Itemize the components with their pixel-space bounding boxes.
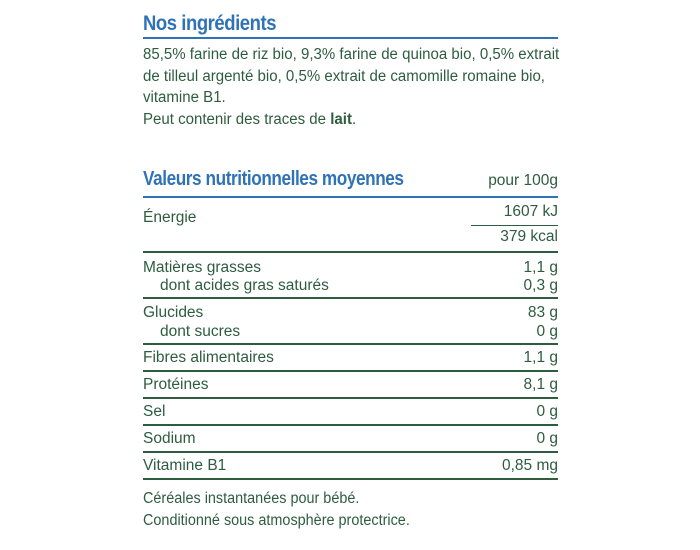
footer-notes xyxy=(143,488,410,532)
table-row-protein xyxy=(143,372,558,399)
nutrition-per-label: pour 100g xyxy=(488,172,558,189)
vitamin-b1-label: Vitamine B1 xyxy=(143,457,227,474)
vitamin-b1-value: 0,85 mg xyxy=(501,457,558,474)
ingredients-title: Nos ingrédients xyxy=(143,12,277,35)
energy-divider xyxy=(471,225,558,226)
nutrition-title: Valeurs nutritionnelles moyennes xyxy=(143,168,404,190)
traces-allergen: lait xyxy=(330,110,352,128)
table-row-carbs xyxy=(143,299,558,345)
ingredients-text-block xyxy=(143,44,560,130)
protein-value: 8,1 g xyxy=(523,376,558,393)
energy-kj-value: 1607 kJ xyxy=(503,203,558,220)
protein-label: Protéines xyxy=(143,376,209,393)
carbs-label: Glucides xyxy=(143,304,204,321)
salt-label: Sel xyxy=(143,403,166,420)
fibre-label: Fibres alimentaires xyxy=(143,349,274,366)
ingredients-title-rule xyxy=(143,37,558,39)
footer-line-packaging: Conditionné sous atmosphère protectrice. xyxy=(143,512,410,529)
traces-suffix: . xyxy=(351,110,357,128)
sugars-value: 0 g xyxy=(536,323,558,340)
traces-prefix: Peut contenir des traces de xyxy=(143,110,331,128)
saturated-fat-label: dont acides gras saturés xyxy=(160,277,329,294)
fibre-value: 1,1 g xyxy=(523,349,558,366)
table-row-fat xyxy=(143,253,558,299)
fat-label: Matières grasses xyxy=(143,259,262,276)
table-row-energy xyxy=(143,198,558,253)
sodium-label: Sodium xyxy=(143,430,196,447)
salt-value: 0 g xyxy=(536,403,558,420)
table-row-vitamin-b1 xyxy=(143,453,558,480)
carbs-value: 83 g xyxy=(527,304,558,321)
traces-line xyxy=(143,109,560,131)
nutrition-table xyxy=(143,198,558,480)
table-row-salt xyxy=(143,399,558,426)
table-row-sodium xyxy=(143,426,558,453)
table-row-fibre xyxy=(143,345,558,372)
energy-label: Énergie xyxy=(143,209,197,226)
fat-value: 1,1 g xyxy=(523,259,558,276)
ingredients-list: 85,5% farine de riz bio, 9,3% farine de quinoa bio, 0,5% extrait de tilleul argenté bio, 0,5% extrait de camomille romaine bio, vitamine B1. xyxy=(143,46,560,106)
energy-kcal-value: 379 kcal xyxy=(500,228,558,245)
saturated-fat-value: 0,3 g xyxy=(523,277,558,294)
sugars-label: dont sucres xyxy=(160,323,241,340)
footer-line-product-type: Céréales instantanées pour bébé. xyxy=(143,490,360,507)
sodium-value: 0 g xyxy=(536,430,558,447)
